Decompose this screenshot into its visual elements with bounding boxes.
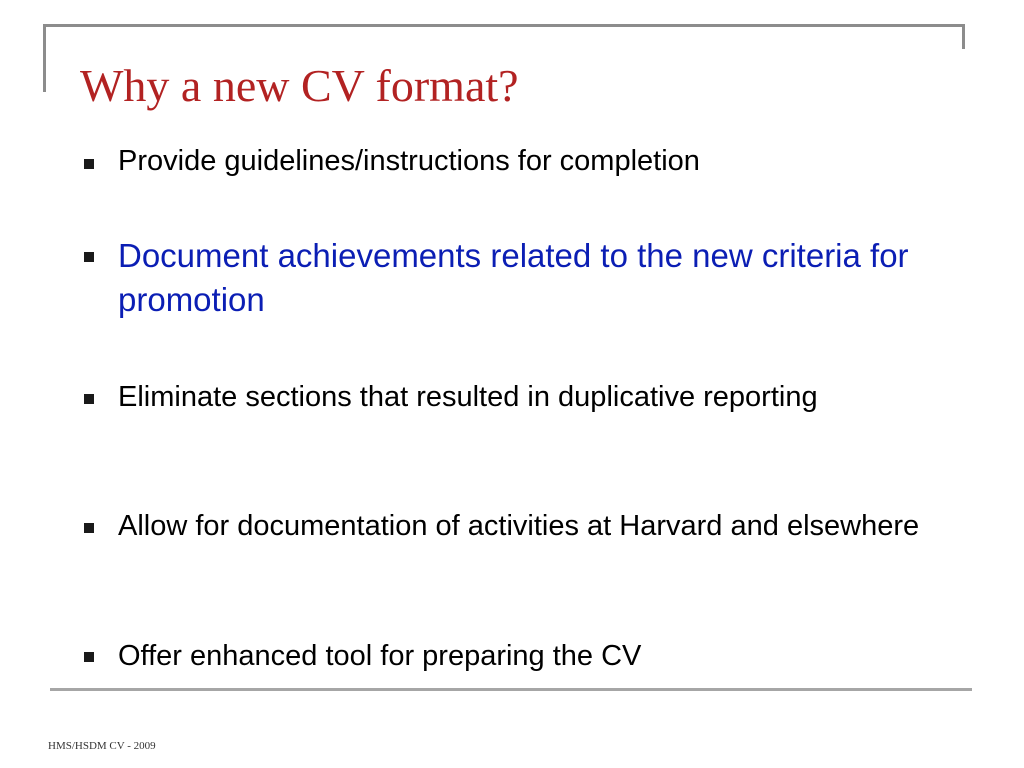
frame-line-top bbox=[43, 24, 963, 27]
bullet-text: Eliminate sections that resulted in duplicative reporting bbox=[118, 381, 818, 413]
square-bullet-icon bbox=[84, 652, 94, 662]
bullet-text: Allow for documentation of activities at Harvard and elsewhere bbox=[118, 510, 920, 542]
bullet-text: Offer enhanced tool for preparing the CV bbox=[118, 640, 642, 672]
square-bullet-icon bbox=[84, 252, 94, 262]
frame-line-right bbox=[962, 24, 965, 49]
frame-line-bottom bbox=[50, 688, 972, 691]
frame-line-left bbox=[43, 24, 46, 92]
slide-title: Why a new CV format? bbox=[80, 60, 519, 111]
square-bullet-icon bbox=[84, 159, 94, 169]
slide-footer: HMS/HSDM CV - 2009 bbox=[48, 740, 156, 752]
bullet-text-highlighted: Document achievements related to the new criteria for promotion bbox=[118, 237, 909, 318]
square-bullet-icon bbox=[84, 523, 94, 533]
bullet-text: Provide guidelines/instructions for completion bbox=[118, 145, 700, 177]
square-bullet-icon bbox=[84, 394, 94, 404]
